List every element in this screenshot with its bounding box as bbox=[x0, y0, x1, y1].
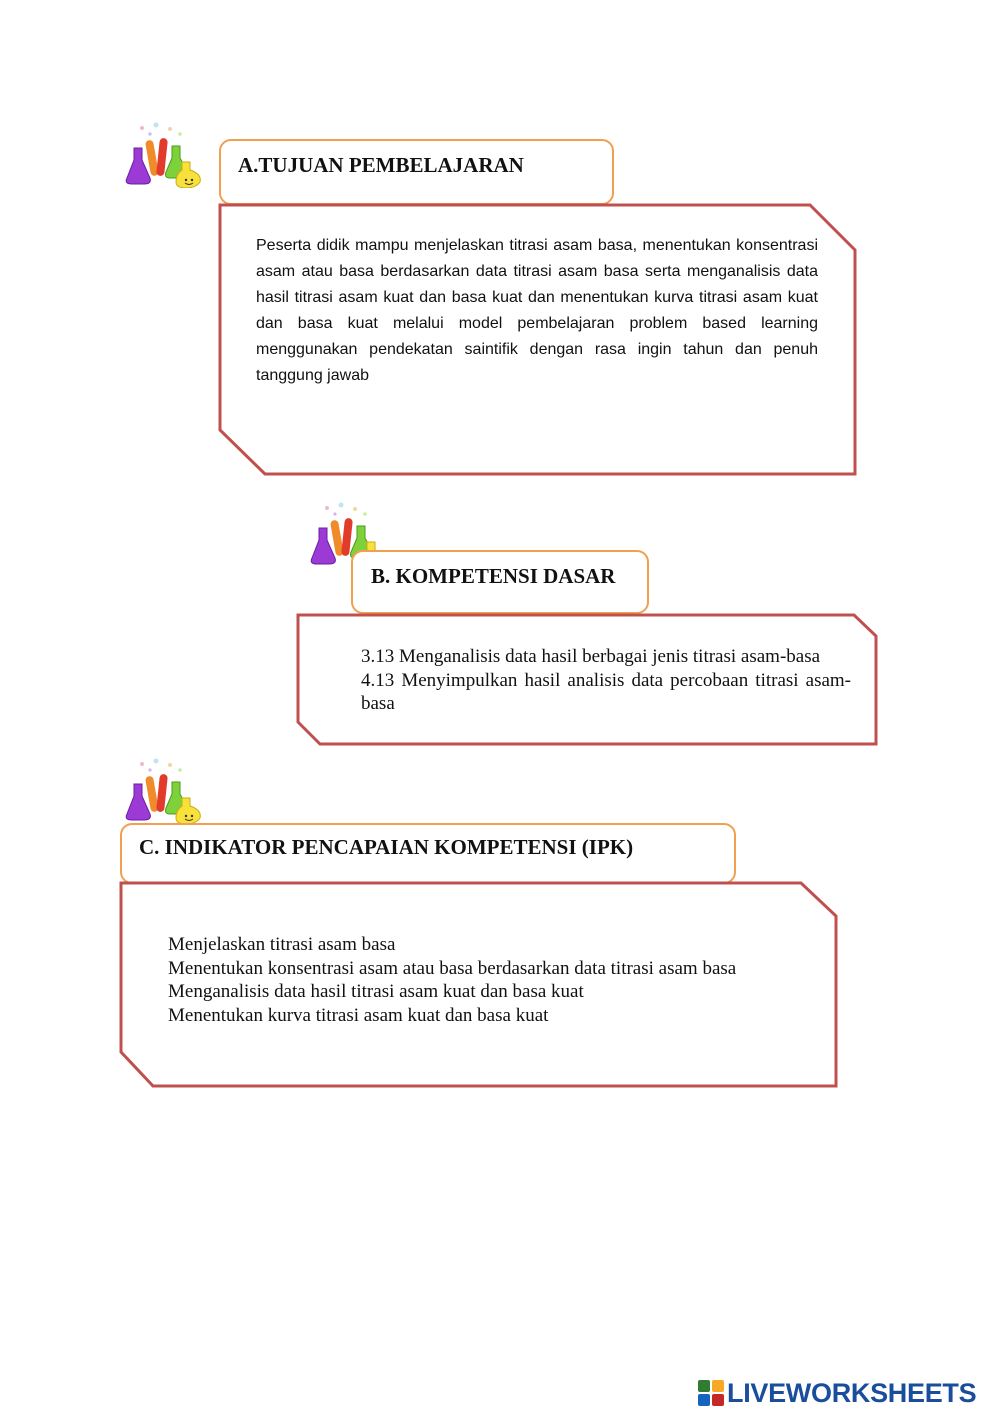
section-c-body bbox=[168, 933, 808, 1027]
section-c-title-box bbox=[120, 823, 736, 884]
section-b-title-box bbox=[351, 550, 649, 614]
section-b-body bbox=[361, 645, 851, 716]
section-c-content-box bbox=[120, 882, 837, 1088]
section-a-content-box bbox=[219, 204, 856, 476]
section-b-content-box bbox=[297, 614, 877, 746]
chemistry-flasks-icon bbox=[122, 120, 206, 188]
chemistry-flasks-icon bbox=[122, 756, 206, 824]
ipk-item: Menjelaskan titrasi asam basa bbox=[168, 934, 396, 955]
section-a-title: A.TUJUAN PEMBELAJARAN bbox=[238, 153, 524, 177]
ipk-item: Menentukan kurva titrasi asam kuat dan basa kuat bbox=[168, 1004, 549, 1026]
liveworksheets-logo-icon bbox=[697, 1379, 725, 1407]
section-a-title-box bbox=[219, 139, 614, 205]
kd-item: 4.13 Menyimpulkan hasil analisis data percobaan titrasi asam-basa bbox=[361, 669, 851, 714]
liveworksheets-brand: LIVEWORKSHEETS bbox=[727, 1377, 977, 1408]
kd-item: 3.13 Menganalisis data hasil berbagai jenis titrasi asam-basa bbox=[361, 646, 821, 667]
ipk-item: Menganalisis data hasil titrasi asam kuat dan basa kuat bbox=[168, 981, 584, 1002]
section-a-body: Peserta didik mampu menjelaskan titrasi asam basa, menentukan konsentrasi asam atau basa berdasarkan data titrasi asam basa serta menganalisis data hasil titrasi asam kuat dan basa kuat dan menentukan kurva titrasi asam kuat dan basa kuat melalui model pembelajaran problem based learning menggunakan pendekatan saintifik dengan rasa ingin tahun dan penuh tanggung jawab bbox=[256, 237, 818, 384]
ipk-item: Menentukan konsentrasi asam atau basa berdasarkan data titrasi asam basa bbox=[168, 957, 737, 979]
section-c-title: C. INDIKATOR PENCAPAIAN KOMPETENSI (IPK) bbox=[139, 835, 634, 859]
section-b-title: B. KOMPETENSI DASAR bbox=[371, 564, 616, 588]
liveworksheets-logo[interactable] bbox=[697, 1378, 976, 1408]
